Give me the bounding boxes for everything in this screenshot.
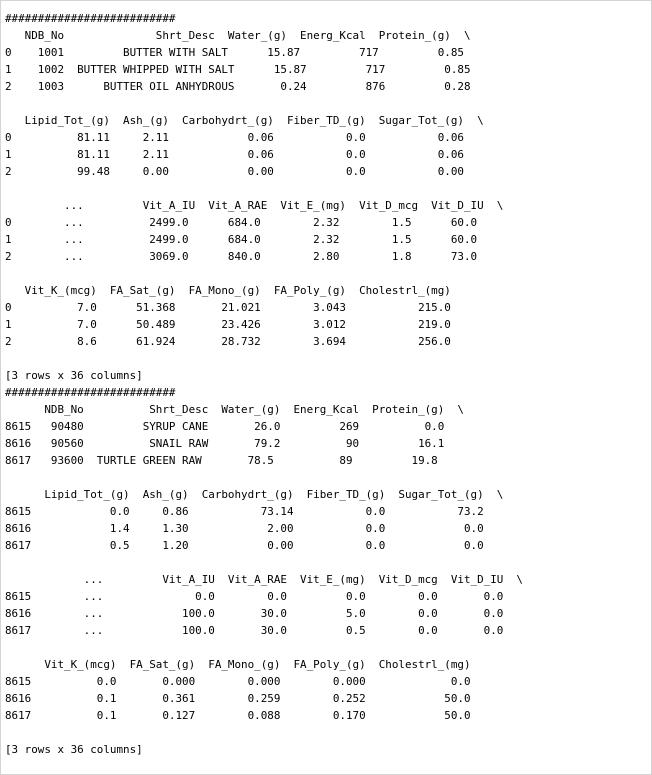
output-line: 0 81.11 2.11 0.06 0.0 0.06: [5, 131, 464, 144]
output-line: 8616 0.1 0.361 0.259 0.252 50.0: [5, 692, 471, 705]
output-line: [5, 469, 523, 486]
output-line: 0 ... 2499.0 684.0 2.32 1.5 60.0: [5, 216, 478, 229]
output-line: 8616 90560 SNAIL RAW 79.2 90 16.1: [5, 437, 445, 450]
output-line: [3 rows x 36 columns]: [5, 743, 143, 756]
output-line: 8616 ... 100.0 30.0 5.0 0.0 0.0: [5, 607, 504, 620]
output-line: [5, 180, 523, 197]
console-output-text: [5, 10, 523, 758]
output-line: 8615 ... 0.0 0.0 0.0 0.0 0.0: [5, 590, 504, 603]
output-line: [3 rows x 36 columns]: [5, 369, 143, 382]
output-line: [5, 639, 523, 656]
output-line: 2 8.6 61.924 28.732 3.694 256.0: [5, 335, 451, 348]
output-line: 1 1002 BUTTER WHIPPED WITH SALT 15.87 717 0.85: [5, 63, 471, 76]
output-line: 8616 1.4 1.30 2.00 0.0 0.0: [5, 522, 484, 535]
output-line: Vit_K_(mcg) FA_Sat_(g) FA_Mono_(g) FA_Poly_(g) Cholestrl_(mg): [5, 284, 451, 297]
output-line: [5, 265, 523, 282]
output-line: NDB_No Shrt_Desc Water_(g) Energ_Kcal Protein_(g) \: [5, 403, 464, 416]
output-line: ##########################: [5, 386, 176, 399]
output-line: Lipid_Tot_(g) Ash_(g) Carbohydrt_(g) Fiber_TD_(g) Sugar_Tot_(g) \: [5, 114, 484, 127]
output-line: [5, 554, 523, 571]
output-line: [5, 350, 523, 367]
output-line: ##########################: [5, 12, 176, 25]
output-line: 8615 90480 SYRUP CANE 26.0 269 0.0: [5, 420, 445, 433]
output-line: 2 ... 3069.0 840.0 2.80 1.8 73.0: [5, 250, 478, 263]
output-line: Lipid_Tot_(g) Ash_(g) Carbohydrt_(g) Fiber_TD_(g) Sugar_Tot_(g) \: [5, 488, 504, 501]
output-line: 0 1001 BUTTER WITH SALT 15.87 717 0.85: [5, 46, 464, 59]
output-line: 8615 0.0 0.000 0.000 0.000 0.0: [5, 675, 471, 688]
output-line: 1 ... 2499.0 684.0 2.32 1.5 60.0: [5, 233, 478, 246]
output-line: [5, 95, 523, 112]
output-line: 2 99.48 0.00 0.00 0.0 0.00: [5, 165, 464, 178]
output-line: Vit_K_(mcg) FA_Sat_(g) FA_Mono_(g) FA_Poly_(g) Cholestrl_(mg): [5, 658, 471, 671]
output-line: ... Vit_A_IU Vit_A_RAE Vit_E_(mg) Vit_D_mcg Vit_D_IU \: [5, 573, 523, 586]
output-line: 8617 0.5 1.20 0.00 0.0 0.0: [5, 539, 484, 552]
output-line: 8617 93600 TURTLE GREEN RAW 78.5 89 19.8: [5, 454, 438, 467]
output-line: 1 7.0 50.489 23.426 3.012 219.0: [5, 318, 451, 331]
output-line: ... Vit_A_IU Vit_A_RAE Vit_E_(mg) Vit_D_mcg Vit_D_IU \: [5, 199, 504, 212]
output-line: 8615 0.0 0.86 73.14 0.0 73.2: [5, 505, 484, 518]
output-line: 0 7.0 51.368 21.021 3.043 215.0: [5, 301, 451, 314]
output-line: 2 1003 BUTTER OIL ANHYDROUS 0.24 876 0.28: [5, 80, 471, 93]
output-line: 1 81.11 2.11 0.06 0.0 0.06: [5, 148, 464, 161]
output-line: [5, 724, 523, 741]
output-line: 8617 ... 100.0 30.0 0.5 0.0 0.0: [5, 624, 504, 637]
output-line: 8617 0.1 0.127 0.088 0.170 50.0: [5, 709, 471, 722]
output-line: NDB_No Shrt_Desc Water_(g) Energ_Kcal Protein_(g) \: [5, 29, 471, 42]
